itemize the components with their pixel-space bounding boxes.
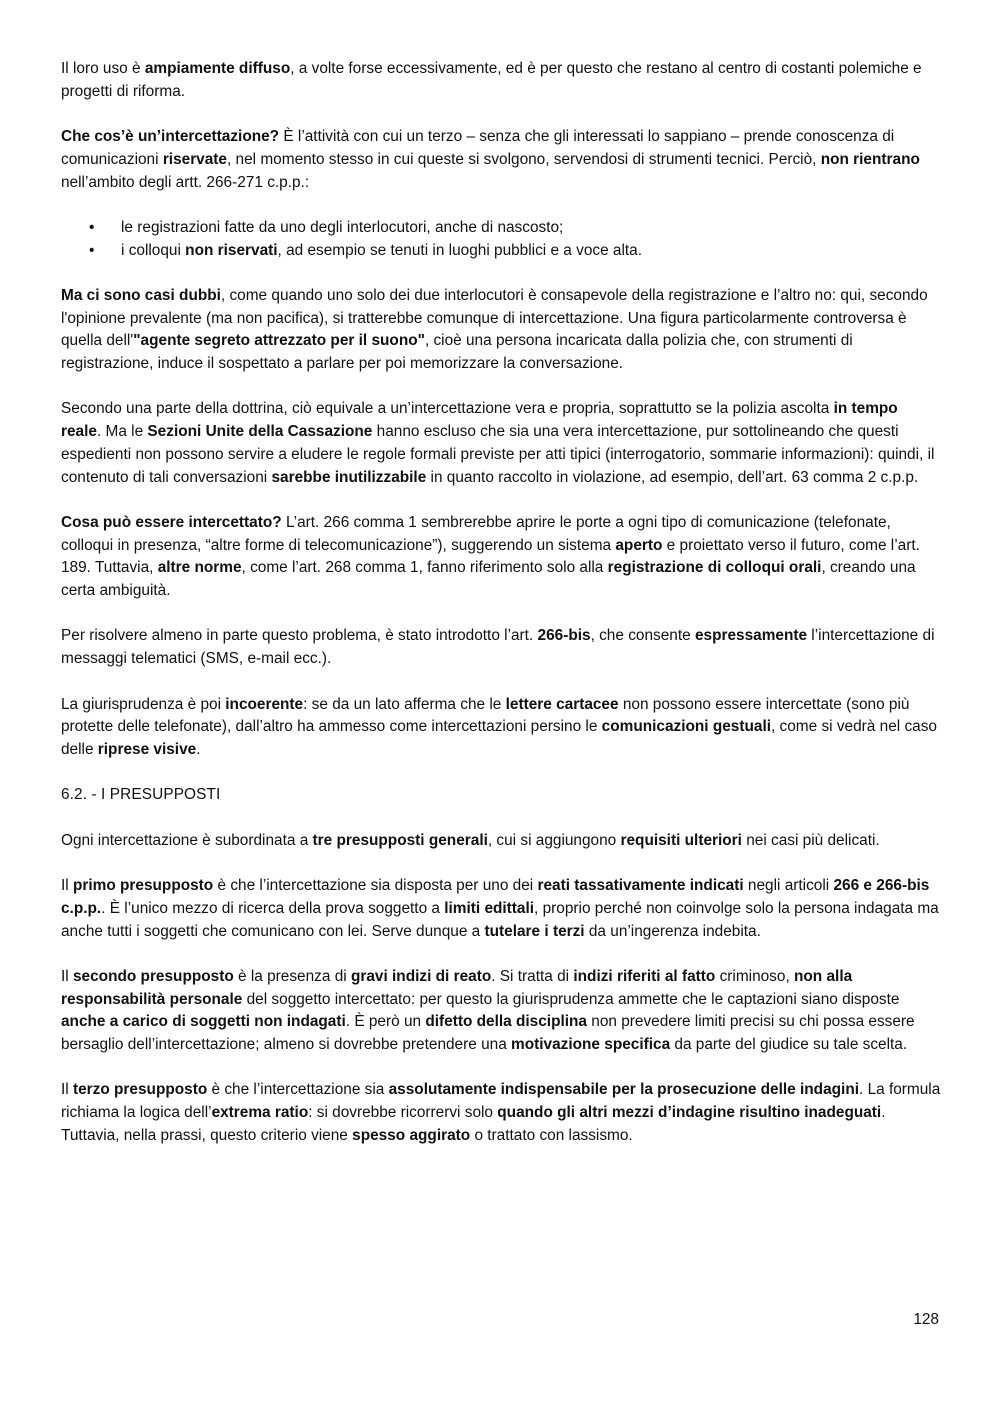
paragraph-third-presupposition: Il terzo presupposto è che l’intercettazione sia assolutamente indispensabile per la prosecuzione delle indagini. La formula richiama la logica dell’extrema ratio: si dovrebbe ricorrervi solo quando gli altri mezzi d’indagine risultino inadeguati. Tuttavia, nella prassi, questo criterio viene spesso aggirato o trattato con lassismo. xyxy=(61,1081,941,1144)
paragraph-doctrine: Secondo una parte della dottrina, ciò equivale a un’intercettazione vera e propria, soprattutto se la polizia ascolta in tempo reale. Ma le Sezioni Unite della Cassazione hanno escluso che sia una vera intercettazione, pur sottolineando che questi espedienti non possono servire a eludere le regole formali previste per atti tipici (interrogatorio, sommarie informazioni): quindi, il contenuto di tali conversazioni sarebbe inutilizzabile in quanto raccolto in violazione, ad esempio, dell’art. 63 comma 2 c.p.p. xyxy=(61,400,935,486)
exclusions-list xyxy=(61,217,941,262)
paragraph-definition: Che cos’è un’intercettazione? È l’attività con cui un terzo – senza che gli interessati lo sappiano – prende conoscenza di comunicazioni riservate, nel momento stesso in cui queste si svolgono, servendosi di strumenti tecnici. Perciò, non rientrano nell’ambito degli artt. 266-271 c.p.p.: xyxy=(61,128,920,191)
page-number: 128 xyxy=(913,1311,939,1328)
paragraph-first-presupposition: Il primo presupposto è che l’intercettazione sia disposta per uno dei reati tassativamente indicati negli articoli 266 e 266-bis c.p.p.. È l’unico mezzo di ricerca della prova soggetto a limiti edittali, proprio perché non coinvolge solo la persona indagata ma anche tutti i soggetti che comunicano con lei. Serve dunque a tutelare i terzi da un’ingerenza indebita. xyxy=(61,877,939,940)
document-page xyxy=(61,58,941,1148)
bullet-icon: • xyxy=(89,218,95,236)
paragraph-what-can-be-intercepted: Cosa può essere intercettato? L’art. 266 comma 1 sembrerebbe aprire le porte a ogni tipo di comunicazione (telefonate, colloqui in presenza, “altre forme di telecomunicazione”), suggerendo un sistema aperto e proiettato verso il futuro, come l’art. 189. Tuttavia, altre norme, come l’art. 268 comma 1, fanno riferimento solo alla registrazione di colloqui orali, creando una certa ambiguità. xyxy=(61,513,920,600)
section-heading: 6.2. - I PRESUPPOSTI xyxy=(61,786,221,804)
paragraph-266-bis: Per risolvere almeno in parte questo problema, è stato introdotto l’art. 266-bis, che consente espressamente l’intercettazione di messaggi telematici (SMS, e-mail ecc.). xyxy=(61,627,935,668)
bullet-icon: • xyxy=(89,241,95,259)
paragraph-jurisprudence: La giurisprudenza è poi incoerente: se da un lato afferma che le lettere cartacee non possono essere intercettate (sono più protette delle telefonate), dall’altro ha ammesso come intercettazioni persino le comunicazioni gestuali, come si vedrà nel caso delle riprese visive. xyxy=(61,695,937,758)
paragraph-intro: Il loro uso è ampiamente diffuso, a volte forse eccessivamente, ed è per questo che restano al centro di costanti polemiche e progetti di riforma. xyxy=(61,60,922,100)
list-item: • i colloqui non riservati, ad esempio se tenuti in luoghi pubblici e a voce alta. xyxy=(61,240,941,263)
list-item: • le registrazioni fatte da uno degli interlocutori, anche di nascosto; xyxy=(61,217,941,240)
paragraph-second-presupposition: Il secondo presupposto è la presenza di gravi indizi di reato. Si tratta di indizi riferiti al fatto criminoso, non alla responsabilità personale del soggetto intercettato: per questo la giurisprudenza ammette che le captazioni siano disposte anche a carico di soggetti non indagati. È però un difetto della disciplina non prevedere limiti precisi su chi possa essere bersaglio dell’intercettazione; almeno si dovrebbe pretendere una motivazione specifica da parte del giudice su tale scelta. xyxy=(61,967,915,1054)
paragraph-presuppositions: Ogni intercettazione è subordinata a tre presupposti generali, cui si aggiungono requisiti ulteriori nei casi più delicati. xyxy=(61,831,880,849)
paragraph-doubtful-cases: Ma ci sono casi dubbi, come quando uno solo dei due interlocutori è consapevole della registrazione e l’altro no: qui, secondo l'opinione prevalente (ma non pacifica), si tratterebbe comunque di intercettazione. Una figura particolarmente controversa è quella dell'"agente segreto attrezzato per il suono", cioè una persona incaricata dalla polizia che, con strumenti di registrazione, induce il sospettato a parlare per poi memorizzare la conversazione. xyxy=(61,286,928,373)
